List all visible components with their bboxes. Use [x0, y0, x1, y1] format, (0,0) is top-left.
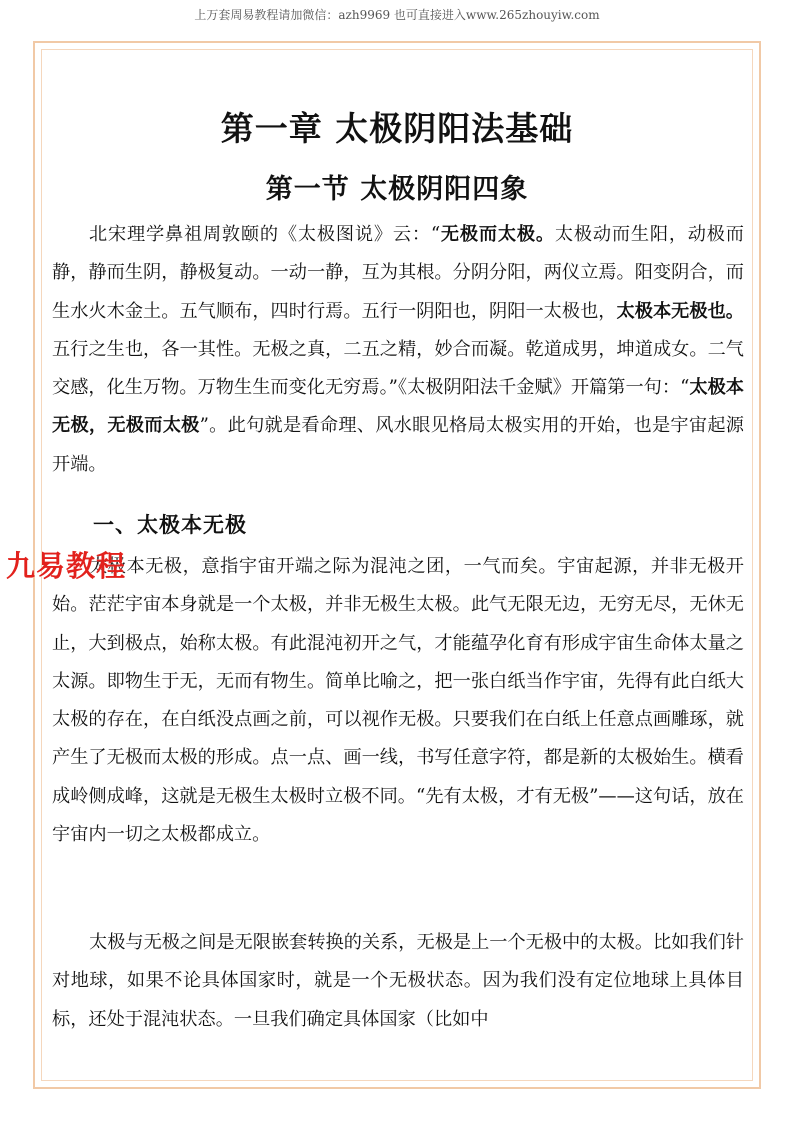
paragraph-body-1: 太极本无极，意指宇宙开端之际为混沌之团，一气而矣。宇宙起源，并非无极开始。茫茫宇宙本身就是一个太极，并非无极生太极。此气无限无边，无穷无尽，无休无止，大到极点，始称太极。有此混沌初开之气，才能蕴孕化育有形成宇宙生命体太量之太源。即物生于无，无而有物生。简单比喻之，把一张白纸当作宇宙，先得有此白纸大太极的存在，在白纸没点画之前，可以视作无极。只要我们在白纸上任意点画雕琢，就产生了无极而太极的形成。点一点、画一线，书写任意字符，都是新的太极始生。横看成岭侧成峰，这就是无极生太极时立极不同。“先有太极，才有无极”——这句话，放在宇宙内一切之太极都成立。 [52, 556, 744, 846]
watermark-logo: 九易教程 [6, 549, 127, 583]
page-header-banner: 上万套周易教程请加微信：azh9969 也可直接进入www.265zhouyiw.com [194, 8, 600, 22]
text-run: 北宋理学鼻祖周敦颐的《太极图说》云：“ [89, 224, 441, 245]
bold-quote: 太极本无极也。 [616, 300, 744, 322]
text-run: ”。此句就是看命理、风水眼见格局太极实用的开始，也是宇宙起源开端。 [52, 415, 744, 475]
chapter-title: 第一章 太极阴阳法基础 [220, 109, 574, 148]
text-run: 五行之生也，各一其性。无极之真，二五之精，妙合而凝。乾道成男，坤道成女。二气交感，化生万物。万物生生而变化无穷焉。”《太极阴阳法千金赋》开篇第一句：“ [52, 338, 744, 399]
section-title: 第一节 太极阴阳四象 [265, 174, 529, 205]
paragraph-intro [52, 216, 744, 484]
subheading: 一、太极本无极 [93, 512, 247, 537]
bold-quote: 太极本无极，无极而太极 [52, 377, 744, 437]
paragraph-body-2: 太极与无极之间是无限嵌套转换的关系，无极是上一个无极中的太极。比如我们针对地球，如果不论具体国家时，就是一个无极状态。因为我们没有定位地球上具体目标，还处于混沌状态。一旦我们确定具体国家（比如中 [52, 932, 744, 1030]
bold-quote: 无极而太极。 [440, 224, 555, 245]
text-run: 太极动而生阳，动极而静，静而生阴，静极复动。一动一静，互为其根。分阴分阳，两仪立焉。阳变阴合，而生水火木金土。五气顺布，四时行焉。五行一阴阳也，阴阳一太极也， [52, 224, 744, 322]
